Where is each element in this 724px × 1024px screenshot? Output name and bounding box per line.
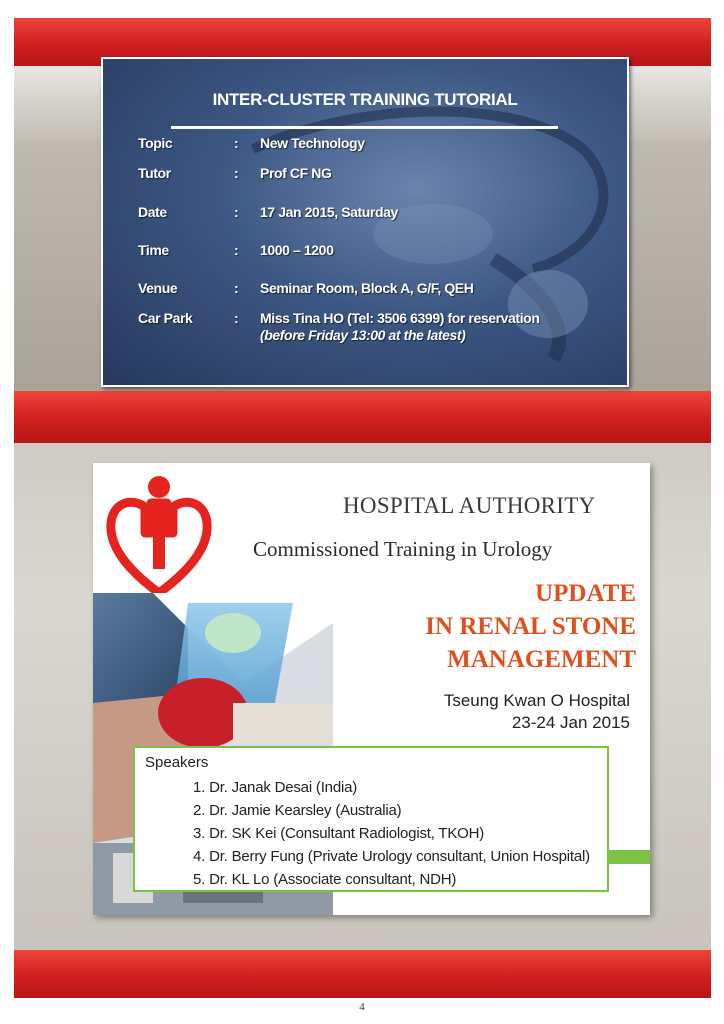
middle-red-band	[14, 391, 711, 443]
speaker-item: 3. Dr. SK Kei (Consultant Radiologist, TKOH)	[193, 825, 485, 842]
headline-line-3: MANAGEMENT	[447, 646, 636, 673]
topic-value: New Technology	[260, 135, 365, 151]
title-underline	[171, 126, 558, 129]
hospital-authority-logo-icon	[105, 473, 215, 603]
poster-dates: 23-24 Jan 2015	[511, 713, 630, 732]
venue-label: Venue	[138, 280, 178, 296]
topic-label: Topic	[138, 135, 173, 151]
speaker-item: 2. Dr. Jamie Kearsley (Australia)	[193, 802, 402, 819]
time-value: 1000 – 1200	[260, 242, 334, 258]
tutorial-info-box	[101, 57, 629, 387]
date-label: Date	[138, 204, 167, 220]
separator: :	[234, 165, 239, 181]
time-label: Time	[138, 242, 169, 258]
org-name: HOSPITAL AUTHORITY	[343, 493, 596, 518]
date-value: 17 Jan 2015, Saturday	[260, 204, 398, 220]
separator: :	[234, 310, 239, 326]
training-subtitle: Commissioned Training in Urology	[253, 537, 553, 561]
tutor-label: Tutor	[138, 165, 171, 181]
separator: :	[234, 242, 239, 258]
separator: :	[234, 280, 239, 296]
page-number: 4	[359, 1001, 365, 1013]
separator: :	[234, 135, 239, 151]
headline-line-1: UPDATE	[535, 580, 636, 607]
speaker-item: 1. Dr. Janak Desai (India)	[193, 779, 358, 796]
headline-line-2: IN RENAL STONE	[425, 613, 636, 640]
tutorial-title: INTER-CLUSTER TRAINING TUTORIAL	[212, 90, 518, 109]
car-park-value: Miss Tina HO (Tel: 3506 6399) for reservation	[260, 310, 540, 326]
poster-venue: Tseung Kwan O Hospital	[443, 691, 630, 710]
speakers-title: Speakers	[145, 754, 209, 771]
separator: :	[234, 204, 239, 220]
urology-training-poster	[93, 463, 650, 915]
speaker-item: 5. Dr. KL Lo (Associate consultant, NDH)	[193, 871, 457, 888]
bottom-red-band	[14, 950, 711, 998]
car-park-note: (before Friday 13:00 at the latest)	[260, 327, 466, 343]
speaker-item: 4. Dr. Berry Fung (Private Urology consultant, Union Hospital)	[193, 848, 590, 865]
car-park-label: Car Park	[138, 310, 193, 326]
venue-value: Seminar Room, Block A, G/F, QEH	[260, 280, 474, 296]
tutor-value: Prof CF NG	[260, 165, 332, 181]
speakers-box	[133, 746, 609, 892]
